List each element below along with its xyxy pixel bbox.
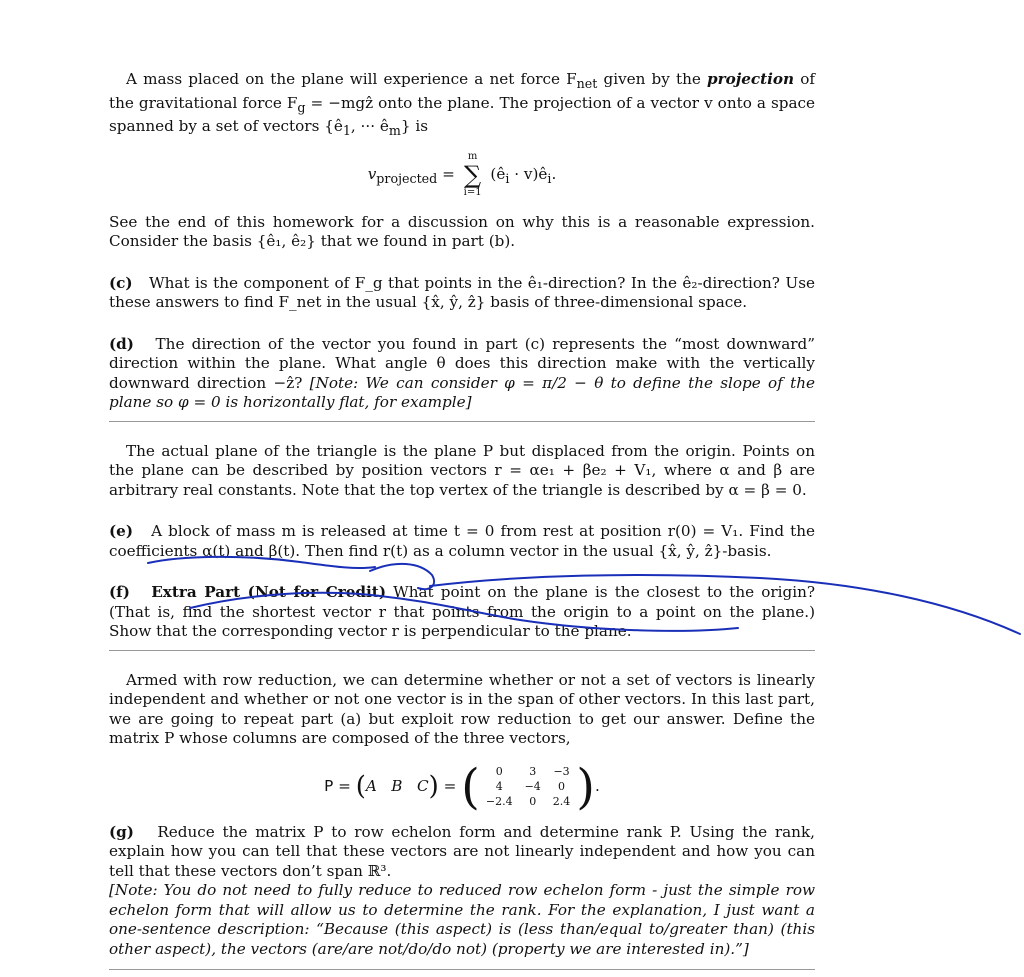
projection-equation: $v_{projected}$ = m ∑ i=1 ($ê_i$ · $v)ê_i$.: [367, 150, 557, 198]
part-c: (c) What is the component of F_g that points in the ê₁-direction? In the ê₂-direction? Use these answers to find F_net in the usual {x̂, ŷ, ẑ} basis of three-dimensional space.: [109, 273, 815, 312]
part-g-note: [Note: You do not need to fully reduce to reduced row echelon form - just the simple row echelon form that will allow us to determine the rank. For the explanation, I just want a one-sentence description: “Because (this aspect) is (less than/equal to/greater than) (this other aspect), the vectors (are/are not/do/do not) (property we are interested in).”]: [109, 881, 815, 958]
matrix-row: −2.4 0 2.4: [485, 795, 571, 809]
section-divider-3: [109, 969, 815, 970]
see-end-paragraph: See the end of this homework for a discussion on why this is a reasonable expression. Consider the basis {ê₁, ê₂} that we found in part (b).: [109, 212, 815, 251]
part-f: (f) Extra Part (Not for Credit) What point on the plane is the closest to the origin? (That is, find the shortest vector r that points from the origin to a point on the plane.) Show that the corresponding vector r is perpendicular to the plane.: [109, 583, 816, 641]
matrix-equation: P = (A B C) = ( 0 3 −3 4 −4 0 −2.4 0 2.4 ).: [324, 758, 600, 815]
matrix-row: 0 3 −3: [495, 765, 570, 779]
extra-part-label: Extra Part (Not for Credit): [151, 583, 387, 602]
sum-symbol: m ∑ i=1: [463, 150, 482, 198]
part-g: (g) Reduce the matrix P to row echelon form and determine rank P. Using the rank, explain how you can tell that these vectors are not linearly independent and how you can tell that these vectors don’t span ℝ³.: [109, 822, 815, 880]
actual-plane-paragraph: The actual plane of the triangle is the plane P but displaced from the origin. Points on the plane can be described by position vectors r = αe₁ + βe₂ + V₁, where α and β are arbitrary real constants. Note that the top vertex of the triangle is described by α = β = 0.: [109, 441, 815, 499]
matrix-p: [480, 764, 576, 809]
part-d: (d) The direction of the vector you found in part (c) represents the “most downward” direction within the plane. What angle θ does this direction make with the vertically downward direction −ẑ? [Note: We can consider φ = π/2 − θ to define the slope of the plane so φ = 0 is horizontally flat, for example]: [109, 334, 816, 412]
matrix-row: 4 −4 0: [495, 780, 566, 794]
homework-page: [109, 70, 815, 970]
intro-paragraph: A mass placed on the plane will experience a net force $F_{net}$ given by the projection of the gravitational force $F_g$ = −mgẑ onto the plane. The projection of a vector v onto a space spanned by a set of vectors {$ê_1$, ··· $ê_m$} is: [109, 70, 816, 139]
row-reduction-paragraph: Armed with row reduction, we can determine whether or not a set of vectors is linearly independent and whether or not one vector is in the span of other vectors. In this last part, we are going to repeat part (a) but exploit row reduction to get our answer. Define the matrix P whose columns are composed of the three vectors,: [109, 670, 815, 748]
part-e: (e) A block of mass m is released at time t = 0 from rest at position r(0) = V₁. Find the coefficients α(t) and β(t). Then find r(t) as a column vector in the usual {x̂, ŷ, ẑ}-basis.: [109, 522, 815, 560]
